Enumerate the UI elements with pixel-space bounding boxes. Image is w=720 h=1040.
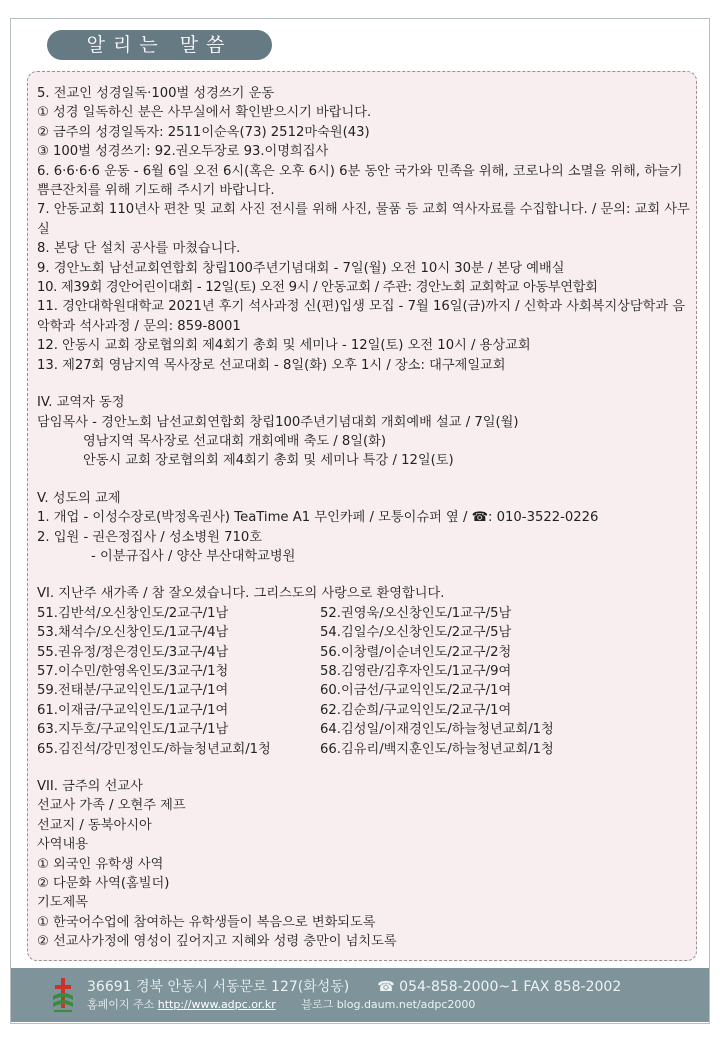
- fellowship-title: V. 성도의 교제: [37, 490, 121, 506]
- footer-links: [87, 996, 687, 1012]
- missionary-line: ② 다문화 사역(홈빌더): [37, 876, 170, 892]
- sec5-title: 5. 전교인 성경일독·100벌 성경쓰기 운동: [37, 86, 275, 101]
- list-item: 58.김영란/김후자인도/1교구/9여: [320, 663, 512, 679]
- fellowship-line: - 이분규집사 / 양산 부산대학교병원: [91, 548, 296, 564]
- list-item: 63.지두호/구교익인도/1교구/1남: [37, 722, 229, 738]
- sec5-line: ② 금주의 성경일독자: 2511이순옥(73) 2512마숙원(43): [37, 124, 370, 140]
- notice-item-9: 9. 경안노회 남선교회연합회 창립100주년기념대회 - 7일(월) 오전 10시 30분 / 본당 예배실: [37, 260, 565, 276]
- list-item: 54.김일수/오신창인도/2교구/5남: [320, 625, 512, 641]
- list-item: 52.권영욱/오신창인도/1교구/5남: [320, 605, 512, 621]
- section-title-tab: 알리는 말씀: [47, 30, 272, 60]
- list-item: 56.이창렬/이순녀인도/2교구/2청: [320, 644, 512, 660]
- staff-news-line: 안동시 교회 장로협의회 제4회기 총회 및 세미나 특강 / 12일(토): [83, 453, 454, 469]
- fellowship-line: 2. 입원 - 권은정집사 / 성소병원 710호: [37, 529, 262, 545]
- missionary-line: 사역내용: [37, 837, 88, 853]
- notice-item-12: 12. 안동시 교회 장로협의회 제4회기 총회 및 세미나 - 12일(토) 오전 10시 / 용상교회: [37, 338, 531, 354]
- list-item: 61.이재금/구교익인도/1교구/1여: [37, 702, 229, 718]
- sec5-line: ③ 100벌 성경쓰기: 92.권오두장로 93.이명희집사: [37, 144, 329, 160]
- list-item: 64.김성일/이재경인도/하늘청년교회/1청: [320, 722, 554, 738]
- missionary-line: 기도제목: [37, 895, 88, 911]
- notice-content: [37, 84, 692, 952]
- homepage-label: 홈페이지 주소: [87, 998, 155, 1011]
- list-item: 62.김순희/구교익인도/2교구/1여: [320, 702, 512, 718]
- missionary-line: ① 외국인 유학생 사역: [37, 856, 164, 872]
- list-item: 53.채석수/오신창인도/1교구/4남: [37, 625, 229, 641]
- missionary-line: ② 선교사가정에 영성이 깊어지고 지혜와 성령 충만이 넘치도록: [37, 934, 397, 950]
- list-item: 65.김진석/강민정인도/하늘청년교회/1청: [37, 741, 271, 757]
- list-item: 55.권유정/정은경인도/3교구/4남: [37, 644, 229, 660]
- footer-contact: [87, 976, 687, 996]
- homepage-link[interactable]: http://www.adpc.or.kr: [157, 998, 276, 1011]
- footer-phone: ☎ 054-858-2000~1 FAX 858-2002: [377, 979, 622, 995]
- footer-address: 36691 경북 안동시 서동문로 127(화성동): [87, 979, 350, 995]
- fellowship-line: 1. 개업 - 이성수장로(박정옥권사) TeaTime A1 무인카페 / 모퉁이슈퍼 옆 / ☎: 010-3522-0226: [37, 510, 599, 526]
- sec5-line: ① 성경 일독하신 분은 사무실에서 확인받으시기 바랍니다.: [37, 105, 372, 121]
- staff-news-title: IV. 교역자 동정: [37, 395, 125, 411]
- list-item: 51.김반석/오신창인도/2교구/1남: [37, 605, 229, 621]
- missionary-line: 선교지 / 동북아시아: [37, 817, 152, 833]
- missionary-line: 선교사 가족 / 오현주 제프: [37, 798, 186, 814]
- new-family-list: [37, 604, 692, 759]
- notice-item-7: 7. 안동교회 110년사 편찬 및 교회 사진 전시를 위해 사진, 물품 등 교회 역사자료를 수집합니다. / 문의: 교회 사무실: [37, 202, 690, 237]
- new-family-title: VI. 지난주 새가족 / 참 잘오셨습니다. 그리스도의 사랑으로 환영합니다.: [37, 586, 445, 602]
- church-logo-icon: [50, 976, 76, 1014]
- staff-news-line: 영남지역 목사장로 선교대회 개회예배 축도 / 8일(화): [83, 433, 387, 449]
- notice-item-13: 13. 제27회 영남지역 목사장로 선교대회 - 8일(화) 오후 1시 / 장소: 대구제일교회: [37, 357, 506, 373]
- notice-item-10: 10. 제39회 경안어린이대회 - 12일(토) 오전 9시 / 안동교회 / 주관: 경안노회 교회학교 아동부연합회: [37, 280, 598, 296]
- notice-item-11: 11. 경안대학원대학교 2021년 후기 석사과정 신(편)입생 모집 - 7월 16일(금)까지 / 신학과 사회복지상담학과 음악학과 석사과정 / 문의: 859-8001: [37, 299, 686, 334]
- list-item: 60.이금선/구교익인도/2교구/1여: [320, 683, 512, 699]
- missionary-title: VII. 금주의 선교사: [37, 779, 143, 794]
- notice-item-6: 6. 6·6·6·6 운동 - 6월 6일 오전 6시(혹은 오후 6시) 6분 동안 국가와 민족을 위해, 코로나의 소멸을 위해, 하늘기쁨큰잔치를 위해 기도해 주시기 바랍니다.: [37, 163, 683, 199]
- notice-item-8: 8. 본당 단 설치 공사를 마쳤습니다.: [37, 241, 241, 257]
- missionary-line: ① 한국어수업에 참여하는 유학생들이 복음으로 변화되도록: [37, 914, 376, 930]
- staff-news-line: 담임목사 - 경안노회 남선교회연합회 창립100주년기념대회 개회예배 설교 / 7일(월): [37, 414, 519, 430]
- list-item: 66.김유리/백지훈인도/하늘청년교회/1청: [320, 741, 554, 757]
- list-item: 59.전태분/구교익인도/1교구/1여: [37, 683, 229, 699]
- blog-text: 블로그 blog.daum.net/adpc2000: [301, 998, 476, 1011]
- list-item: 57.이수민/한영옥인도/3교구/1청: [37, 663, 229, 679]
